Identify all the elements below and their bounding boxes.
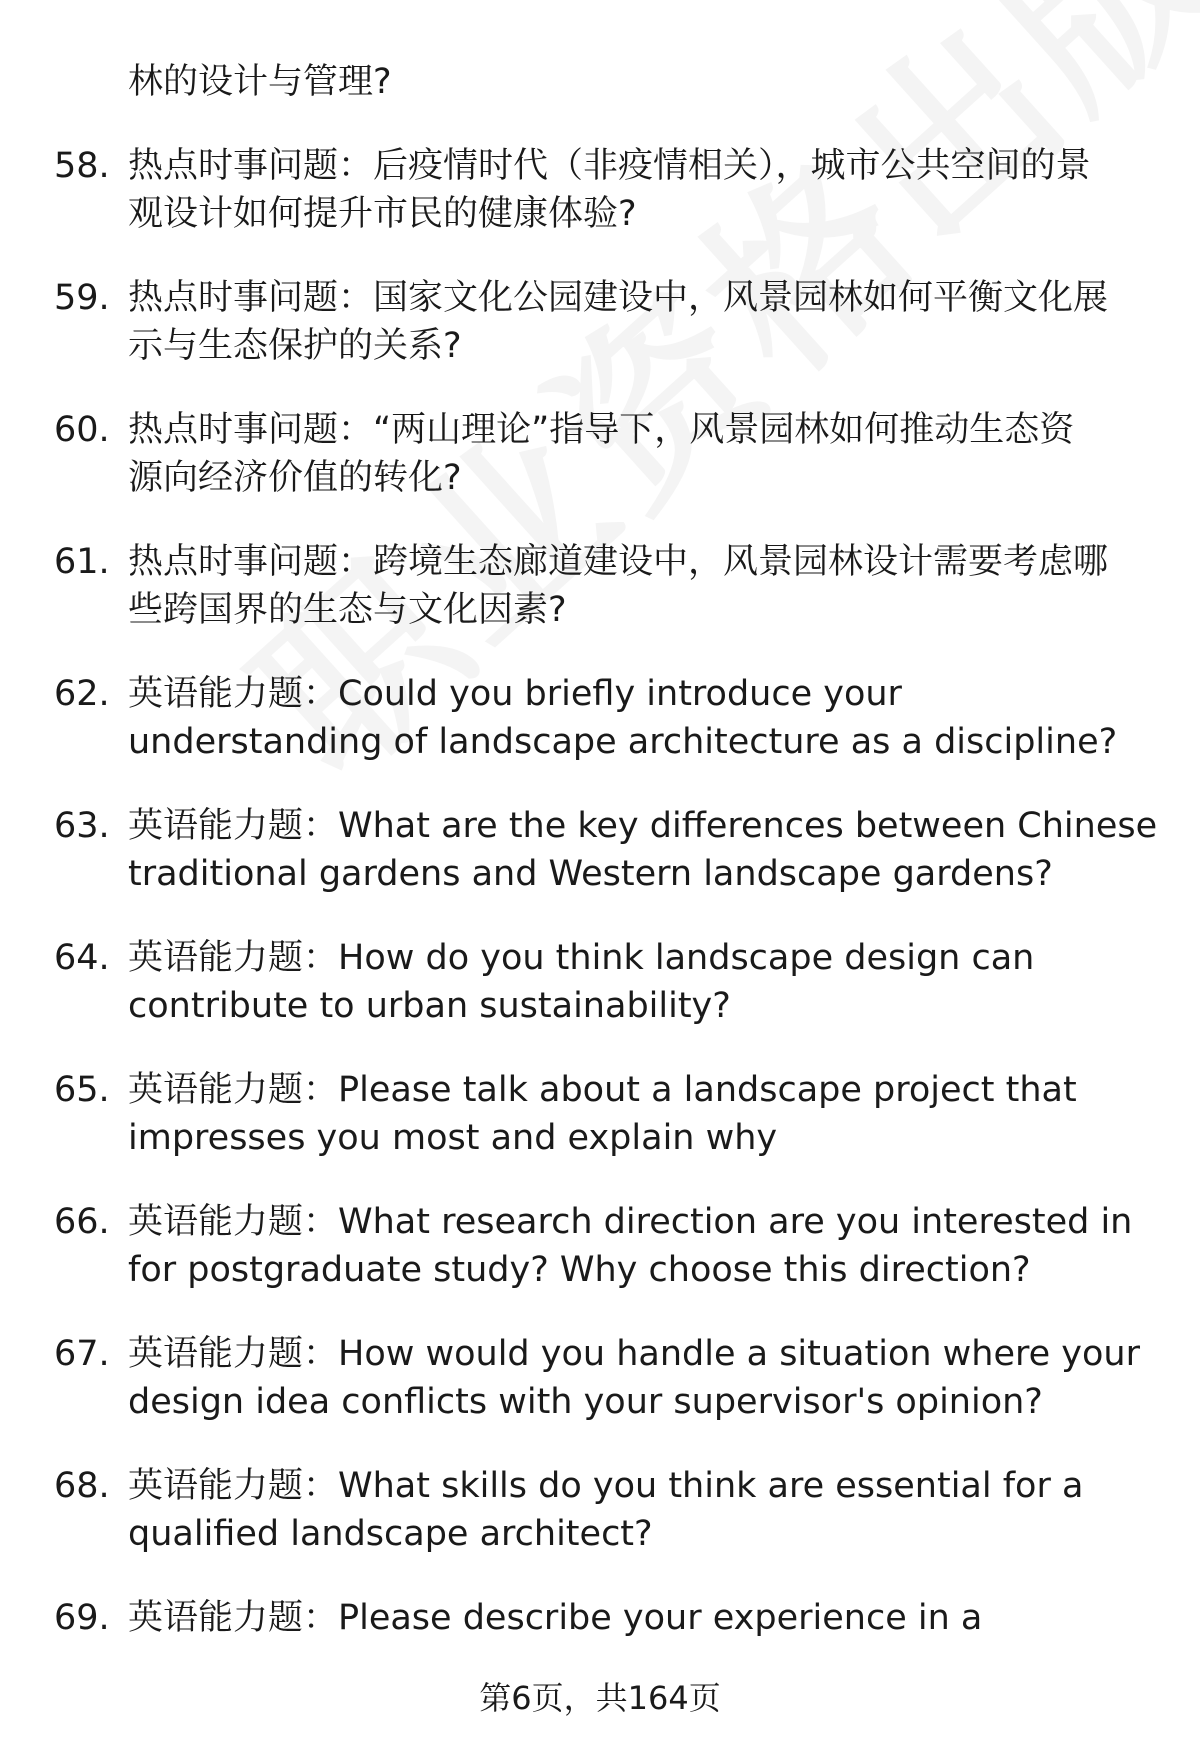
question-text [128, 934, 1148, 1030]
question-list [0, 142, 1200, 1726]
question-number: 59. [54, 278, 110, 318]
question-item [0, 1198, 1200, 1330]
question-text [128, 802, 1158, 898]
question-line: 热点时事问题：跨境生态廊道建设中，风景园林设计需要考虑哪 [128, 542, 1109, 582]
question-item [0, 1066, 1200, 1198]
page-footer: 第6页，共164页 [479, 1679, 721, 1717]
question-number: 61. [54, 542, 110, 582]
question-line: design idea conflicts with your supervisor's opinion? [128, 1382, 1043, 1422]
question-line: 热点时事问题：国家文化公园建设中，风景园林如何平衡文化展 [128, 278, 1109, 318]
question-number: 68. [54, 1466, 110, 1506]
question-number: 69. [54, 1598, 110, 1638]
question-line: 观设计如何提升市民的健康体验? [128, 194, 637, 234]
question-text [128, 1198, 1148, 1294]
question-line: 英语能力题：Could you briefly introduce your [128, 674, 902, 714]
question-item [0, 274, 1200, 406]
question-item [0, 802, 1200, 934]
question-number: 65. [54, 1070, 110, 1110]
question-text [128, 538, 1148, 634]
question-line: 源向经济价值的转化? [128, 458, 462, 498]
question-line: understanding of landscape architecture as a discipline? [128, 722, 1118, 762]
question-number: 58. [54, 146, 110, 186]
question-line: 英语能力题：How do you think landscape design can [128, 938, 1035, 978]
question-text [128, 406, 1148, 502]
continuation-text: 林的设计与管理? [128, 62, 392, 102]
question-item [0, 934, 1200, 1066]
question-text [128, 274, 1148, 370]
question-line: impresses you most and explain why [128, 1118, 778, 1158]
question-line: 英语能力题：What research direction are you interested in [128, 1202, 1133, 1242]
question-line: 英语能力题：What skills do you think are essential for a [128, 1466, 1084, 1506]
question-line: 英语能力题：Please describe your experience in a [128, 1598, 983, 1638]
question-line: traditional gardens and Western landscape gardens? [128, 854, 1053, 894]
question-line: 英语能力题：How would you handle a situation where your [128, 1334, 1140, 1374]
question-line: 示与生态保护的关系? [128, 326, 462, 366]
question-number: 60. [54, 410, 110, 450]
question-item [0, 670, 1200, 802]
question-number: 67. [54, 1334, 110, 1374]
question-text [128, 670, 1148, 766]
question-line: 英语能力题：Please talk about a landscape project that [128, 1070, 1077, 1110]
question-line: 热点时事问题：后疫情时代（非疫情相关），城市公共空间的景 [128, 146, 1091, 186]
question-line: contribute to urban sustainability? [128, 986, 731, 1026]
question-text [128, 142, 1148, 238]
question-item [0, 538, 1200, 670]
question-line: 热点时事问题：“两山理论”指导下，风景园林如何推动生态资 [128, 410, 1075, 450]
question-text [128, 1066, 1148, 1162]
question-text [128, 1462, 1148, 1558]
question-item [0, 142, 1200, 274]
question-line: qualified landscape architect? [128, 1514, 653, 1554]
question-line: for postgraduate study? Why choose this direction? [128, 1250, 1031, 1290]
question-item [0, 1462, 1200, 1594]
question-number: 63. [54, 806, 110, 846]
question-item [0, 406, 1200, 538]
question-number: 66. [54, 1202, 110, 1242]
question-line: 些跨国界的生态与文化因素? [128, 590, 567, 630]
question-item [0, 1330, 1200, 1462]
question-text [128, 1594, 1148, 1642]
question-text [128, 1330, 1148, 1426]
question-number: 64. [54, 938, 110, 978]
question-line: 英语能力题：What are the key differences between Chinese [128, 806, 1158, 846]
question-number: 62. [54, 674, 110, 714]
